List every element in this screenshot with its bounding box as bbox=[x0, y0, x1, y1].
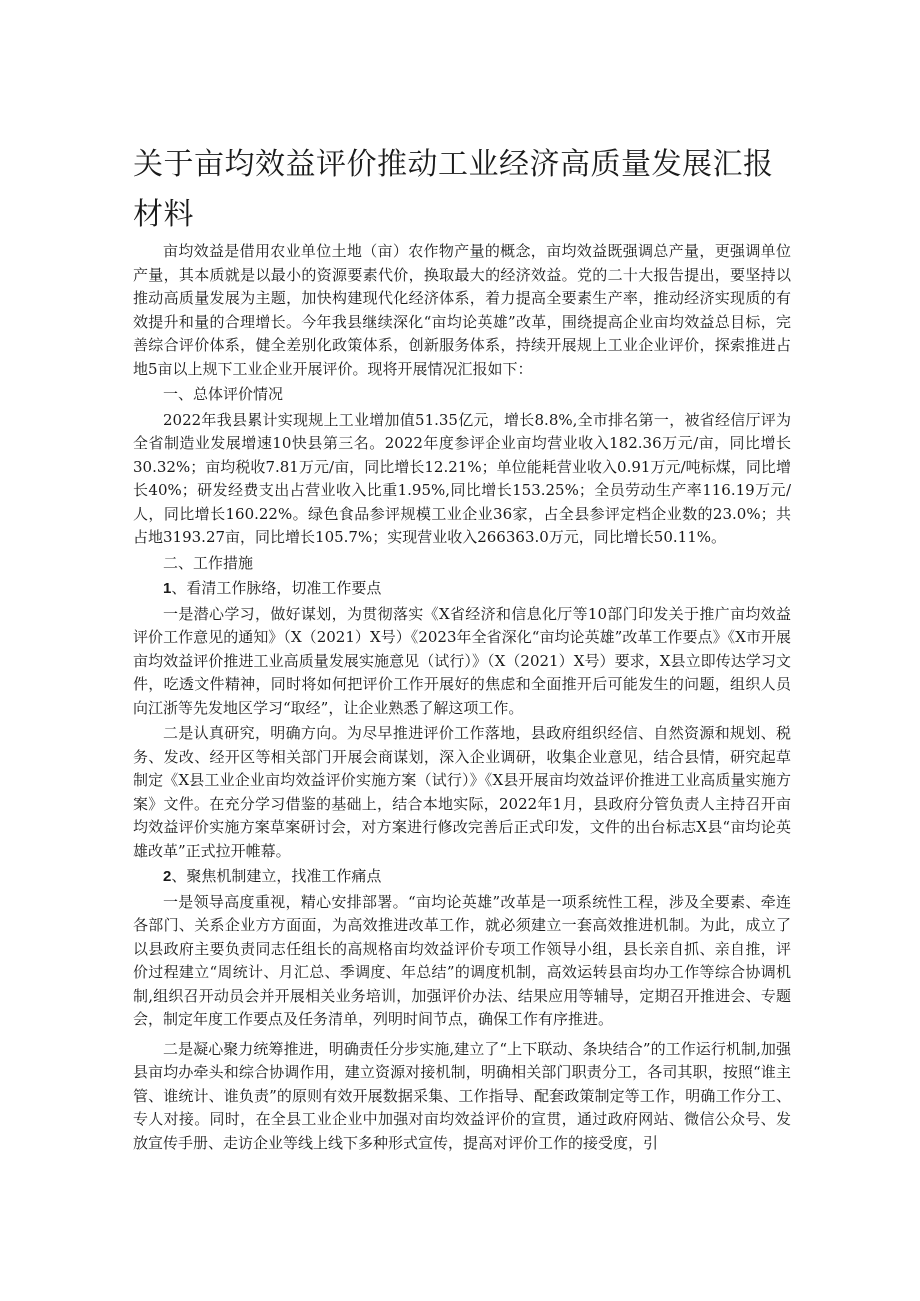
paragraph-leadership: 一是领导高度重视，精心安排部署。“亩均论英雄”改革是一项系统性工程，涉及全要素、牵连各部门、关系企业方方面面，为高效推进改革工作，就必须建立一套高效推进机制。为此，成立了以县政府主要负责同志任组长的高规格亩均效益评价专项工作领导小组，县长亲自抓、亲自推，评价过程建立“周统计、月汇总、季调度、年总结”的调度机制，高效运转县亩均办工作等综合协调机制,组织召开动员会并开展相关业务培训，加强评价办法、结果应用等辅导，定期召开推进会、专题会，制定年度工作要点及任务清单，列明时间节点，确保工作有序推进。 bbox=[133, 892, 791, 1028]
paragraph-coordination: 二是凝心聚力统筹推进，明确责任分步实施,建立了“上下联动、条块结合”的工作运行机制,加强县亩均办牵头和综合协调作用，建立资源对接机制，明确相关部门职责分工，各司其职，按照“谁主管、谁统计、谁负责”的原则有效开展数据采集、工作指导、配套政策制定等工作，明确工作分工、专人对接。同时，在全县工业企业中加强对亩均效益评价的宣贯，通过政府网站、微信公众号、发放宣传手册、走访企业等线上线下多种形式宣传，提高对评价工作的接受度，引 bbox=[133, 1039, 791, 1152]
document-title: 关于亩均效益评价推动工业经济高质量发展汇报材料 bbox=[133, 147, 774, 232]
subheading-text: 、看清工作脉络，切准工作要点 bbox=[171, 579, 382, 597]
subheading-mechanism bbox=[133, 865, 791, 889]
subheading-number: 1 bbox=[163, 580, 172, 597]
section-heading-work-measures: 二、工作措施 bbox=[163, 553, 254, 572]
subheading-text: 、聚焦机制建立，找准工作痛点 bbox=[171, 867, 382, 885]
section-paragraph-overall-evaluation: 2022年我县累计实现规上工业增加值51.35亿元，增长8.8%,全市排名第一，被省经信厅评为全省制造业发展增速10快县第三名。2022年度参评企业亩均营业收入182.36万元/亩，同比增长30.32%；亩均税收7.81万元/亩，同比增长12.21%；单位能耗营业收入0.91万元/吨标煤，同比增长40%；研发经费支出占营业收入比重1.95%,同比增长153.25%；全员劳动生产率116.19万元/人，同比增长160.22%。绿色食品参评规模工业企业36家，占全县参评定档企业数的23.0%；共占地3193.27亩，同比增长105.7%；实现营业收入266363.0万元，同比增长50.11%。 bbox=[133, 410, 791, 546]
paragraph-research-direction: 二是认真研究，明确方向。为尽早推进评价工作落地，县政府组织经信、自然资源和规划、税务、发改、经开区等相关部门开展会商谋划，深入企业调研，收集企业意见，结合县情，研究起草制定《X县工业企业亩均效益评价实施方案（试行）》《X县开展亩均效益评价推进工业高质量实施方案》文件。在充分学习借鉴的基础上，结合本地实际，2022年1月，县政府分管负责人主持召开亩均效益评价实施方案草案研讨会，对方案进行修改完善后正式印发，文件的出台标志X县“亩均论英雄改革”正式拉开帷幕。 bbox=[133, 724, 791, 860]
subheading-work-context bbox=[133, 577, 791, 601]
subheading-number: 2 bbox=[163, 868, 172, 885]
paragraph-study-planning: 一是潜心学习，做好谋划，为贯彻落实《X省经济和信息化厅等10部门印发关于推广亩均效益评价工作意见的通知》（X（2021）X号）《2023年全省深化“亩均论英雄”改革工作要点》《X市开展亩均效益评价推进工业高质量发展实施意见（试行）》（X（2021）X号）要求，X县立即传达学习文件，吃透文件精神，同时将如何把评价工作开展好的焦虑和全面推开后可能发生的问题，组织人员向江浙等先发地区学习“取经”，让企业熟悉了解这项工作。 bbox=[133, 604, 791, 717]
document-body bbox=[133, 240, 791, 1157]
intro-paragraph: 亩均效益是借用农业单位土地（亩）农作物产量的概念，亩均效益既强调总产量，更强调单位产量，其本质就是以最小的资源要素代价，换取最大的经济效益。党的二十大报告提出，要坚持以推动高质量发展为主题，加快构建现代化经济体系，着力提高全要素生产率，推动经济实现质的有效提升和量的合理增长。今年我县继续深化“亩均论英雄”改革，围绕提高企业亩均效益总目标，完善综合评价体系，健全差别化政策体系，创新服务体系，持续开展规上工业企业评价，探索推进占地5亩以上规下工业企业开展评价。现将开展情况汇报如下： bbox=[133, 242, 791, 378]
section-heading-overall-evaluation: 一、总体评价情况 bbox=[163, 385, 284, 403]
